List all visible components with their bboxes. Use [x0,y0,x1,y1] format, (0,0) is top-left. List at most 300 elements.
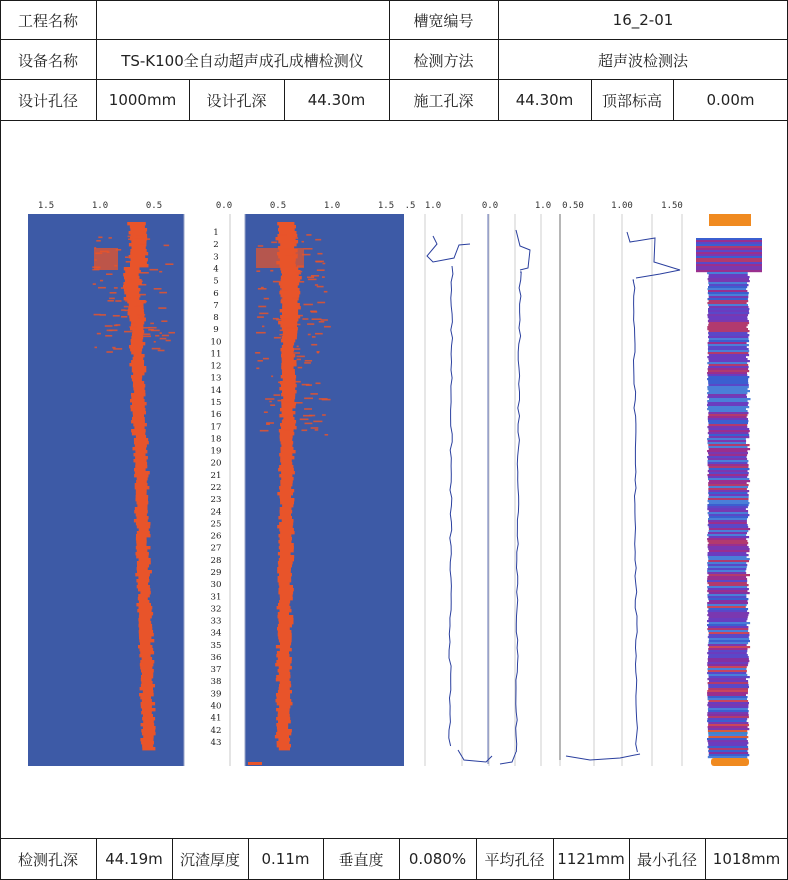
echo-noise [158,307,166,309]
echo-mark [280,456,294,459]
depth-label: 42 [210,725,222,736]
echo-noise [297,356,305,358]
column-stripe [709,494,749,496]
column-stripe [708,728,749,730]
echo-mark [278,540,291,543]
echo-mark [134,519,148,522]
echo-mark [280,447,293,450]
echo-mark [279,528,294,531]
column-stripe [708,618,747,620]
echo-mark [276,237,296,240]
column-stripe [708,730,747,732]
column-stripe [708,740,748,742]
echo-mark [276,645,290,648]
echo-mark [132,402,147,405]
echo-noise [313,421,322,423]
echo-noise [270,270,273,272]
echo-mark [134,390,145,393]
column-stripe [708,716,749,718]
column-stripe [708,464,749,466]
echo-mark [277,726,288,729]
column-stripe [708,666,747,668]
column-stripe [708,366,749,368]
depth-label: 17 [210,422,222,433]
echo-mark [278,468,294,471]
echo-noise [321,319,328,321]
echo-noise [278,400,286,402]
echo-mark [277,627,290,630]
column-stripe [708,532,747,534]
column-stripe [708,288,747,290]
column-stripe [708,402,749,404]
echo-mark [131,375,142,378]
method-label: 检测方法 [413,51,474,70]
column-stripe [708,316,748,318]
column-stripe [709,676,750,678]
echo-mark [141,705,152,708]
column-stripe [707,504,748,506]
echo-noise [292,234,294,236]
column-stripe [708,518,747,520]
column-stripe [708,554,749,556]
scan-background [245,214,404,766]
echo-noise [315,284,318,286]
echo-mark [131,396,143,399]
column-stripe [708,734,747,736]
column-stripe [708,418,748,420]
column-stripe [709,414,748,416]
echo-mark [130,249,146,252]
echo-mark [279,231,297,234]
echo-mark [133,357,144,360]
column-stripe [709,584,749,586]
echo-noise [302,318,308,320]
column-stripe [696,264,762,266]
echo-noise [100,280,103,282]
column-stripe [708,544,748,546]
column-stripe [707,678,746,680]
depth-label: 30 [210,580,222,591]
echo-mark [280,285,298,288]
column-stripe [708,736,748,738]
echo-mark [282,345,293,348]
echo-noise [282,321,286,323]
echo-mark [131,258,148,261]
echo-noise [311,275,319,277]
column-stripe [708,312,749,314]
echo-mark [139,654,150,657]
column-stripe [708,342,747,344]
echo-mark [280,324,297,327]
depth-label: 14 [210,385,222,396]
echo-mark [281,405,295,408]
echo-noise [154,288,162,290]
echo-noise [304,398,313,400]
echo-mark [134,453,146,456]
echo-mark [130,252,148,255]
echo-mark [139,624,153,627]
echo-mark [132,330,144,333]
echo-noise [279,334,284,336]
echo-noise [159,292,167,294]
echo-noise [155,335,159,337]
echo-mark [279,225,296,228]
echo-mark [276,654,289,657]
echo-noise [312,336,316,338]
column-stripe [709,542,749,544]
echo-noise [142,336,151,338]
column-stripe [709,752,748,754]
echo-mark [280,489,294,492]
column-stripe [708,324,748,326]
echo-noise [322,276,325,278]
column-stripe [707,714,748,716]
column-stripe [696,254,762,256]
echo-mark [281,363,296,366]
echo-mark [280,681,291,684]
echo-mark [124,282,142,285]
echo-noise [114,325,118,327]
column-stripe [707,614,748,616]
echo-noise [131,322,136,324]
column-stripe [709,318,748,320]
echo-noise [307,323,314,325]
column-stripe [709,364,749,366]
echo-mark [131,240,146,243]
echo-mark [277,570,291,573]
echo-mark [279,291,300,294]
echo-mark [133,381,144,384]
method-value: 超声波检测法 [597,51,688,70]
echo-mark [135,486,150,489]
echo-mark [134,426,144,429]
echo-mark [130,264,149,267]
column-stripe [708,352,749,354]
echo-mark [137,504,147,507]
echo-mark [280,642,291,645]
echo-mark [281,300,298,303]
echo-mark [125,279,142,282]
echo-mark [280,510,293,513]
echo-mark [132,366,147,369]
column-stripe [708,336,748,338]
column-stripe [707,586,747,588]
column-stripe [707,576,746,578]
echo-noise [274,337,281,339]
echo-noise [304,362,311,364]
column-stripe [708,446,747,448]
column-stripe [707,408,746,410]
echo-noise [115,300,121,302]
echo-noise [300,419,309,421]
column-stripe [708,458,747,460]
echo-noise [124,306,128,308]
echo-noise [258,360,263,362]
echo-noise [316,383,321,385]
echo-noise [317,269,325,271]
echo-noise [121,316,127,318]
column-stripe [708,280,750,282]
echo-mark [136,537,147,540]
tick-label: 0.0 [481,201,499,211]
column-stripe [708,558,750,560]
echo-mark [280,531,295,534]
echo-mark [278,576,292,579]
echo-noise [290,240,295,242]
profile-line [566,754,640,760]
echo-mark [137,477,148,480]
echo-noise [281,275,284,277]
echo-mark [282,312,298,315]
column-stripe [708,276,749,278]
echo-mark [141,729,155,732]
column-stripe [709,434,749,436]
echo-noise [293,352,301,354]
column-stripe [709,526,749,528]
profile-line [449,266,453,746]
tick-label: 0.0 [215,201,233,211]
tick-label: .5 [404,201,416,211]
echo-mark [279,474,292,477]
column-stripe [707,302,746,304]
echo-mark [123,273,139,276]
echo-mark [283,378,296,381]
column-stripe [708,686,749,688]
column-stripe [708,684,748,686]
echo-mark [281,339,295,342]
column-stripe [709,354,749,356]
echo-mark [136,492,147,495]
echo-mark [282,357,294,360]
echo-mark [277,606,291,609]
depth-label: 1 [213,228,219,239]
echo-noise [256,368,259,370]
column-stripe [709,550,750,552]
echo-noise [280,290,289,292]
echo-mark [279,588,294,591]
echo-mark [131,408,146,411]
column-stripe [708,564,748,566]
column-stripe [709,640,750,642]
echo-mark [135,465,147,468]
echo-noise [324,291,328,293]
echo-noise [141,243,146,245]
column-stripe [708,320,749,322]
column-stripe [708,596,747,598]
echo-noise [257,316,264,318]
echo-mark [131,351,141,354]
echo-mark [143,726,156,729]
echo-mark [134,468,146,471]
echo-mark [283,396,295,399]
echo-mark [278,738,290,741]
column-stripe [708,682,749,684]
echo-noise [281,299,288,301]
echo-mark [280,609,292,612]
echo-mark [139,606,153,609]
column-stripe [708,522,747,524]
echo-noise [283,419,287,421]
column-stripe [709,536,750,538]
echo-mark [278,579,292,582]
column-stripe [708,388,748,390]
column-stripe [709,334,750,336]
echo-mark [143,714,153,717]
column-stripe [708,498,749,500]
echo-mark [131,420,145,423]
profile-line [458,750,492,762]
echo-noise [128,238,133,240]
echo-mark [277,696,291,699]
column-stripe [707,712,748,714]
profile-line [516,230,530,270]
echo-noise [310,393,318,395]
echo-noise [296,273,301,275]
echo-noise [152,348,161,350]
echo-mark [283,342,294,345]
echo-mark [138,645,152,648]
echo-mark [281,279,301,282]
column-stripe [707,690,748,692]
echo-noise [297,315,303,317]
echo-mark [277,729,292,732]
column-stripe [696,238,762,240]
echo-mark [280,435,293,438]
echo-mark [280,537,292,540]
column-stripe [707,400,747,402]
echo-noise [312,318,322,320]
echo-noise [121,309,125,311]
echo-noise [141,284,147,286]
echo-noise [258,245,263,247]
column-stripe [708,432,749,434]
column-stripe [707,580,747,582]
echo-mark [132,369,147,372]
echo-mark [139,693,154,696]
echo-mark [143,720,154,723]
column-stripe [708,374,748,376]
depth-label: 29 [210,568,222,578]
column-stripe [708,416,747,418]
echo-mark [133,387,144,390]
column-stripe [707,456,746,458]
echo-noise [304,248,313,250]
column-stripe [708,304,748,306]
column-stripe [708,428,749,430]
echo-mark [137,561,151,564]
column-stripe [708,462,748,464]
echo-mark [140,648,154,651]
echo-mark [278,561,293,564]
echo-mark [278,321,297,324]
echo-mark [132,378,142,381]
column-stripe [708,442,747,444]
column-stripe [709,634,750,636]
echo-mark [278,624,292,627]
column-stripe [707,474,748,476]
column-stripe [709,638,749,640]
echo-mark [141,723,155,726]
echo-mark [136,495,149,498]
echo-mark [143,735,154,738]
column-stripe [708,282,747,284]
column-stripe [707,404,748,406]
echo-mark [137,567,148,570]
echo-mark [130,405,145,408]
column-stripe [708,696,748,698]
echo-mark [279,453,292,456]
tick-label: 1.0 [534,201,552,211]
column-stripe [707,694,746,696]
column-stripe [707,606,746,608]
column-stripe [707,362,747,364]
echo-mark [280,480,293,483]
echo-noise [150,269,159,271]
column-stripe [709,322,749,324]
echo-mark [279,666,292,669]
column-stripe [708,732,747,734]
column-stripe [708,344,749,346]
column-stripe [708,444,749,446]
echo-mark [276,660,291,663]
column-stripe [709,680,748,682]
column-top [709,214,751,226]
column-stripe [708,286,747,288]
column-stripe [708,674,747,676]
column-stripe [707,328,748,330]
echo-mark [139,627,152,630]
echo-mark [139,633,154,636]
tick-label: 1.0 [424,201,442,211]
echo-noise [256,270,260,272]
echo-mark [140,666,152,669]
echo-mark [281,426,297,429]
column-stripe [708,358,747,360]
column-stripe [708,660,750,662]
echo-noise [160,332,162,334]
depth-label: 26 [210,531,222,542]
echo-mark [130,228,147,231]
echo-mark [132,333,143,336]
column-stripe [696,242,762,244]
depth-label: 12 [210,361,222,372]
echo-mark [277,567,291,570]
echo-mark [140,663,154,666]
echo-mark [279,684,291,687]
column-stripe [708,420,748,422]
profile-line [633,280,637,752]
echo-mark [278,240,298,243]
echo-mark [248,762,262,765]
depth-label: 9 [213,325,219,336]
echo-mark [137,609,151,612]
echo-noise [100,314,106,316]
echo-noise [97,333,101,335]
echo-mark [135,507,148,510]
echo-noise [255,352,260,354]
echo-mark [136,552,149,555]
column-stripe [707,570,746,572]
column-stripe [707,652,747,654]
echo-mark [139,636,151,639]
echo-noise [139,294,146,296]
column-stripe [709,436,750,438]
column-stripe [707,386,749,388]
column-stripe [708,546,749,548]
echo-mark [141,669,154,672]
measured-depth-value: 44.19m [105,850,163,868]
echo-mark [280,648,292,651]
